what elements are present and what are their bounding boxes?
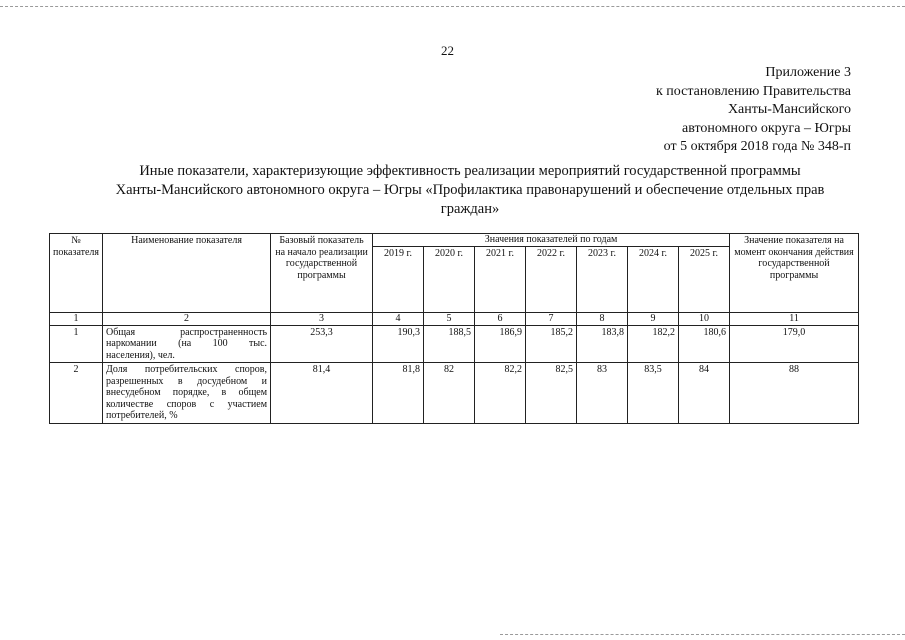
column-number: 1 xyxy=(50,313,103,326)
column-number: 10 xyxy=(679,313,730,326)
header-cell-year: 2021 г. xyxy=(475,246,526,313)
table-row xyxy=(50,325,859,363)
indicator-name xyxy=(103,325,271,363)
page-number: 22 xyxy=(441,43,454,58)
appendix-line: автономного округа – Югры xyxy=(682,120,851,136)
header-cell-years-group: Значения показателей по годам xyxy=(373,234,730,247)
indicator-name-line: внесудебном порядке, в общем xyxy=(106,387,268,398)
year-value: 82 xyxy=(424,363,475,424)
header-cell-year: 2019 г. xyxy=(373,246,424,313)
year-value: 183,8 xyxy=(577,325,628,363)
column-number: 5 xyxy=(424,313,475,326)
indicator-name-line: Доля потребительских споров, xyxy=(106,364,268,375)
column-number: 11 xyxy=(730,313,859,326)
base-value: 81,4 xyxy=(271,363,373,424)
row-number: 1 xyxy=(50,325,103,363)
indicator-name-line: наркомании (на 100 тыс. xyxy=(106,338,268,349)
year-value: 180,6 xyxy=(679,325,730,363)
appendix-line: к постановлению Правительства xyxy=(655,83,851,99)
column-number: 8 xyxy=(577,313,628,326)
appendix-line: Ханты-Мансийского xyxy=(727,102,851,117)
header-cell-year: 2025 г. xyxy=(679,246,730,313)
header-cell-name: Наименование показателя xyxy=(103,234,271,313)
header-cell-year: 2023 г. xyxy=(577,246,628,313)
row-number: 2 xyxy=(50,363,103,424)
year-value: 182,2 xyxy=(628,325,679,363)
year-value: 185,2 xyxy=(526,325,577,363)
indicator-name-line: разрешенных в досудебном и xyxy=(106,375,268,387)
year-value: 186,9 xyxy=(475,325,526,363)
header-cell-number: № показателя xyxy=(50,234,103,313)
final-value: 179,0 xyxy=(730,325,859,363)
column-number: 9 xyxy=(628,313,679,326)
scan-edge-bottom xyxy=(500,634,905,635)
year-value: 188,5 xyxy=(424,325,475,363)
column-number-row xyxy=(50,313,859,326)
header-cell-year: 2024 г. xyxy=(628,246,679,313)
year-value: 83,5 xyxy=(628,363,679,424)
year-value: 83 xyxy=(577,363,628,424)
indicator-name-line: количестве споров с участием xyxy=(106,398,268,410)
table-row xyxy=(50,363,859,424)
year-value: 82,2 xyxy=(475,363,526,424)
title-line: граждан» xyxy=(440,201,500,217)
column-number: 2 xyxy=(103,313,271,326)
column-number: 3 xyxy=(271,313,373,326)
appendix-line: Приложение 3 xyxy=(765,65,851,80)
document-title xyxy=(90,162,850,219)
indicator-name-line: Общая распространенность xyxy=(106,326,268,338)
indicator-name-line: потребителей, % xyxy=(106,410,178,421)
scan-edge-top xyxy=(0,6,905,7)
title-line: Иные показатели, характеризующие эффективность реализации мероприятий государственной программы xyxy=(139,163,801,179)
indicator-name xyxy=(103,363,271,424)
column-number: 4 xyxy=(373,313,424,326)
header-cell-year: 2020 г. xyxy=(424,246,475,313)
header-cell-base: Базовый показатель на начало реализации государственной программы xyxy=(271,234,373,313)
appendix-line: от 5 октября 2018 года № 348-п xyxy=(663,139,851,154)
column-number: 6 xyxy=(475,313,526,326)
indicators-table xyxy=(49,233,859,424)
year-value: 82,5 xyxy=(526,363,577,424)
year-value: 190,3 xyxy=(373,325,424,363)
year-value: 81,8 xyxy=(373,363,424,424)
appendix-header xyxy=(656,64,851,157)
column-number: 7 xyxy=(526,313,577,326)
indicator-name-line: населения), чел. xyxy=(106,349,175,361)
base-value: 253,3 xyxy=(271,325,373,363)
header-cell-final: Значение показателя на момент окончания действия государственной программы xyxy=(730,234,859,313)
final-value: 88 xyxy=(730,363,859,424)
table-header-row xyxy=(50,234,859,247)
title-line: Ханты-Мансийского автономного округа – Югры «Профилактика правонарушений и обеспечение отдельных прав xyxy=(115,182,825,198)
year-value: 84 xyxy=(679,363,730,424)
header-cell-year: 2022 г. xyxy=(526,246,577,313)
